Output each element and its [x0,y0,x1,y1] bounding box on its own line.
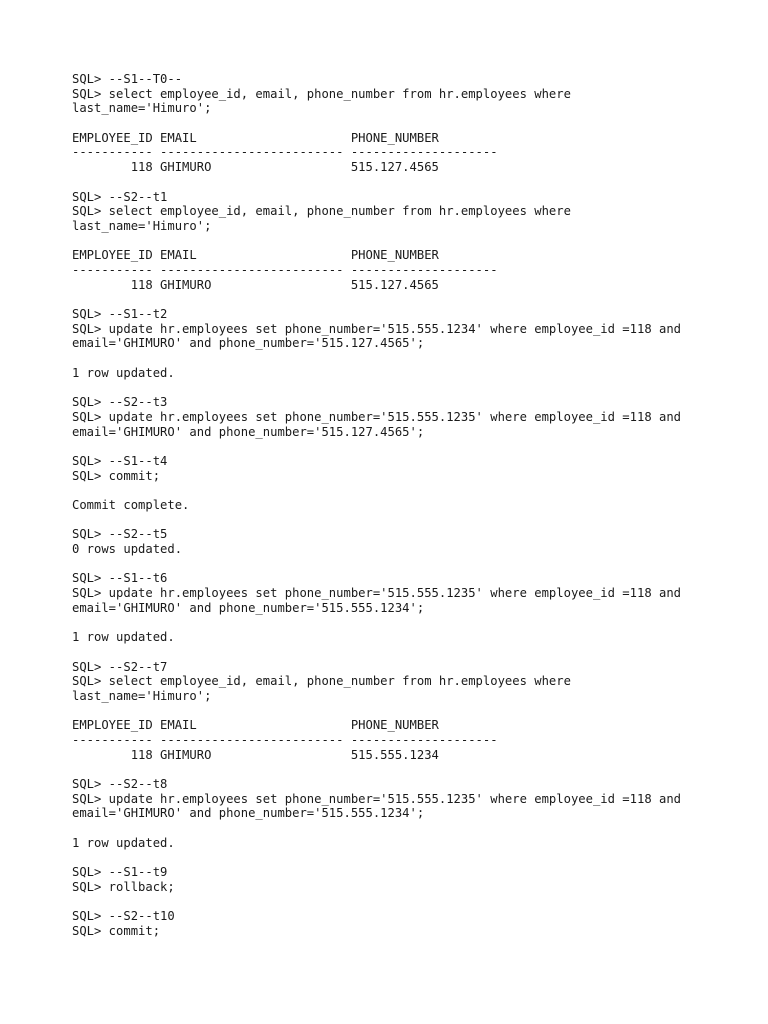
blank-line [72,645,752,660]
transcript-line: SQL> --S1--t6 [72,571,168,586]
blank-line [72,513,752,528]
transcript-line: 1 row updated. [72,630,175,645]
transcript-line: email='GHIMURO' and phone_number='515.127.4565'; [72,336,425,351]
transcript-line: SQL> --S2--t3 [72,395,168,410]
blank-line [72,175,752,190]
transcript-line: ----------- ------------------------- -------------------- [72,262,498,277]
blank-line [72,762,752,777]
blank-line [72,615,752,630]
transcript-line: 1 row updated. [72,365,175,380]
transcript-line: SQL> --S2--t8 [72,777,168,791]
transcript-line: SQL> commit; [72,468,161,483]
transcript-line: SQL> --S2--t7 [72,659,168,674]
transcript-line: ----------- ------------------------- -------------------- [72,145,498,160]
blank-line [72,439,752,454]
transcript-line: ----------- ------------------------- -------------------- [72,732,498,747]
transcript-line: SQL> update hr.employees set phone_number='515.555.1234' where employee_id =118 and [72,321,682,336]
transcript-line: Commit complete. [72,497,190,512]
blank-line [72,234,752,249]
transcript-line: 118 GHIMURO 515.555.1234 [72,747,439,762]
transcript-line: SQL> --S1--t4 [72,453,168,468]
blank-line [72,821,752,836]
transcript-line: SQL> rollback; [72,879,175,894]
blank-line [72,380,752,395]
transcript-line: SQL> update hr.employees set phone_number='515.555.1235' where employee_id =118 and [72,791,682,806]
transcript-line: SQL> select employee_id, email, phone_number from hr.employees where [72,204,571,219]
blank-line [72,557,752,572]
transcript-line: EMPLOYEE_ID EMAIL PHONE_NUMBER [72,130,439,145]
transcript-line: email='GHIMURO' and phone_number='515.555.1234'; [72,600,425,615]
transcript-line: EMPLOYEE_ID EMAIL PHONE_NUMBER [72,248,439,263]
blank-line [72,483,752,498]
blank-line [72,850,752,865]
transcript-line: last_name='Himuro'; [72,688,212,703]
transcript-line: 1 row updated. [72,835,175,850]
transcript-line: SQL> --S2--t1 [72,189,168,204]
transcript-line: SQL> --S2--t10 [72,909,175,924]
transcript-line: SQL> update hr.employees set phone_number='515.555.1235' where employee_id =118 and [72,409,682,424]
sql-transcript [72,72,752,939]
blank-line [72,704,752,719]
transcript-line: SQL> commit; [72,923,161,938]
transcript-line: SQL> --S1--t2 [72,307,168,321]
transcript-line: SQL> --S1--t9 [72,865,168,880]
transcript-line: email='GHIMURO' and phone_number='515.555.1234'; [72,806,425,821]
transcript-line: 118 GHIMURO 515.127.4565 [72,160,439,175]
transcript-line: last_name='Himuro'; [72,101,212,116]
blank-line [72,895,752,910]
blank-line [72,351,752,366]
transcript-line: EMPLOYEE_ID EMAIL PHONE_NUMBER [72,718,439,733]
transcript-line: email='GHIMURO' and phone_number='515.127.4565'; [72,424,425,439]
blank-line [72,292,752,307]
transcript-line: 118 GHIMURO 515.127.4565 [72,277,439,292]
transcript-line: SQL> --S2--t5 [72,527,168,542]
transcript-line: SQL> update hr.employees set phone_number='515.555.1235' where employee_id =118 and [72,586,682,601]
transcript-line: SQL> select employee_id, email, phone_number from hr.employees where [72,86,571,101]
transcript-line: last_name='Himuro'; [72,218,212,233]
blank-line [72,116,752,131]
transcript-line: SQL> --S1--T0-- [72,72,183,86]
transcript-line: SQL> select employee_id, email, phone_number from hr.employees where [72,674,571,689]
transcript-line: 0 rows updated. [72,542,183,556]
